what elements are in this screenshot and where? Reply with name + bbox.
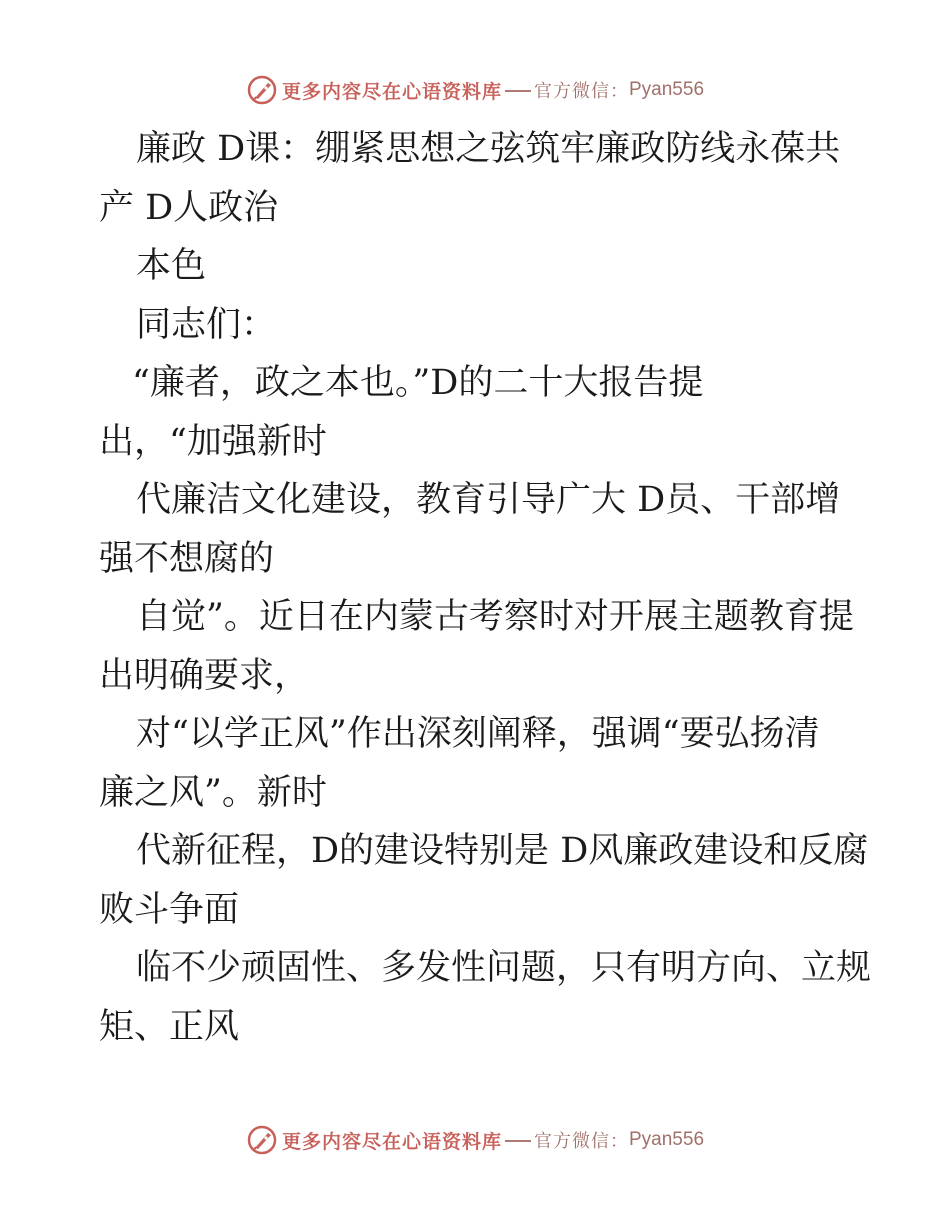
header-promo-text: 更多内容尽在心语资料库: [281, 80, 502, 103]
quill-logo-icon: [246, 74, 278, 106]
title-line-1: 廉政 D课：绷紧思想之弦筑牢廉政防线永葆共: [136, 129, 841, 169]
paragraph-line: 代廉洁文化建设，教育引导广大 D员、干部增: [136, 480, 841, 520]
paragraph-line: 廉之风”。新时: [99, 772, 327, 813]
paragraph-line: “廉者，政之本也。”D的二十大报告提: [132, 363, 704, 403]
header-dash: [505, 90, 531, 92]
footer-promo-text: 更多内容尽在心语资料库: [281, 1130, 502, 1153]
paragraph-line: 代新征程，D的建设特别是 D风廉政建设和反腐: [136, 831, 869, 871]
paragraph-line: 出明确要求，: [99, 655, 310, 696]
paragraph-line: 出，“加强新时: [99, 421, 327, 462]
footer-dash: [505, 1140, 531, 1142]
document-body: [99, 120, 872, 1056]
footer-wechat-id: Pyan556: [629, 1129, 705, 1150]
title-line-2: 产 D人政治: [99, 187, 279, 228]
paragraph-line: 强不想腐的: [99, 538, 275, 579]
paragraph-line: 对“以学正风”作出深刻阐释，强调“要弘扬清: [136, 714, 820, 754]
header-banner: [0, 70, 950, 110]
paragraph-line: 临不少顽固性、多发性问题，只有明方向、立规: [136, 948, 872, 988]
quill-logo-icon: [246, 1124, 278, 1156]
footer-banner: [0, 1120, 950, 1160]
footer-wechat-label: 官方微信：: [534, 1131, 629, 1152]
paragraph-line: 矩、正风: [99, 1006, 240, 1047]
paragraph-line: 败斗争面: [99, 889, 240, 930]
salutation-line: 同志们：: [136, 304, 277, 345]
header-wechat-label: 官方微信：: [534, 81, 629, 102]
paragraph-line: 自觉”。近日在内蒙古考察时对开展主题教育提: [136, 597, 854, 637]
title-line-3: 本色: [136, 246, 207, 286]
header-wechat-id: Pyan556: [629, 79, 705, 100]
